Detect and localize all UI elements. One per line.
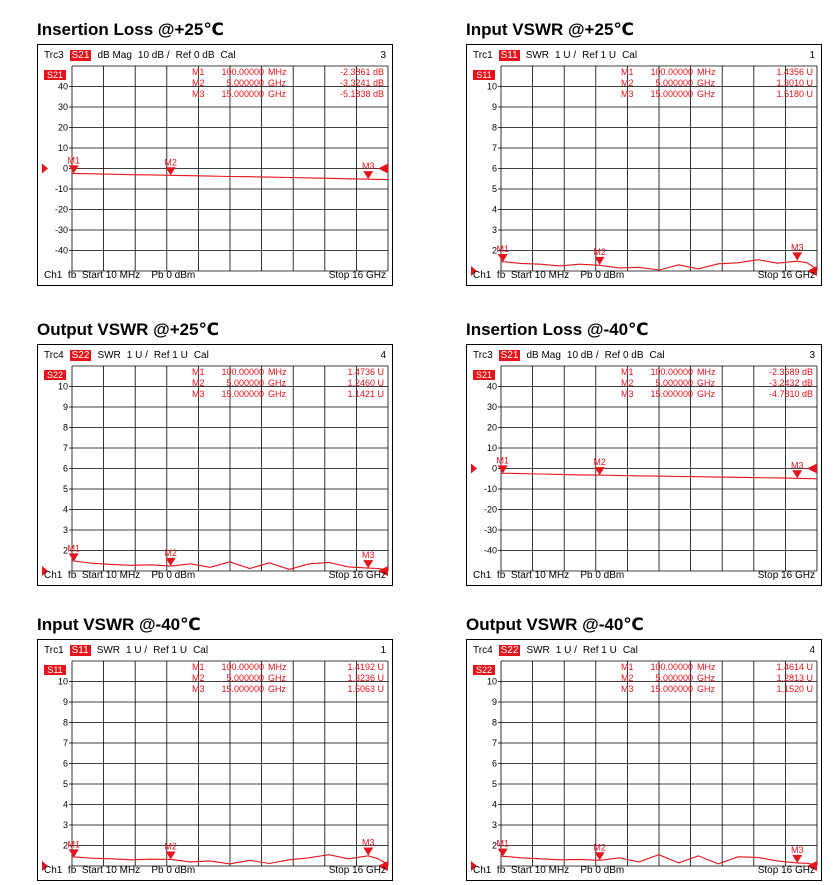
sweep-footer	[473, 570, 815, 582]
y-tick-label: 0	[491, 463, 497, 474]
marker-readout-label: M2	[621, 78, 634, 88]
marker-readout-label: M3	[621, 684, 634, 694]
marker-triangle	[498, 465, 508, 473]
y-tick-label: 3	[62, 525, 68, 535]
ref-label: Ref 0 dB	[604, 350, 644, 361]
marker-readout-label: M1	[192, 662, 205, 672]
marker-readout-unit: MHz	[697, 67, 716, 77]
cal-label: Cal	[193, 645, 209, 656]
marker-readout-value: 1.2813 U	[776, 673, 813, 683]
plot-area	[42, 661, 388, 866]
trace-number: 3	[380, 50, 386, 61]
marker-readout-unit: GHz	[697, 78, 715, 88]
y-tick-label: 4	[491, 204, 497, 215]
marker-triangle	[363, 560, 373, 568]
sparam-badge: S21	[500, 350, 519, 361]
scale-label: 10 dB /	[137, 50, 170, 61]
marker-readout-value: 1.5180 U	[776, 89, 813, 99]
cal-label: Cal	[193, 350, 209, 361]
marker-triangle	[363, 171, 373, 179]
marker-readout-freq: 100.00000	[221, 367, 264, 377]
y-tick-label: 5	[491, 779, 497, 789]
trace-number: 4	[380, 350, 386, 361]
analyzer-frame	[466, 639, 822, 881]
marker-readout-label: M1	[621, 662, 634, 672]
marker-readout-unit: GHz	[697, 389, 715, 399]
marker-readout-label: M1	[621, 67, 634, 77]
marker-readout-unit: GHz	[697, 89, 715, 99]
sparam-badge: S22	[500, 645, 519, 656]
marker-triangle	[69, 165, 79, 173]
marker-readout-label: M2	[192, 78, 205, 88]
channel-label: Ch1	[473, 570, 492, 581]
trace-name: Trc3	[44, 50, 64, 61]
scale-label: 1 U /	[555, 50, 577, 61]
analyzer-frame	[37, 44, 393, 286]
marker-readout-freq: 100.00000	[650, 367, 693, 377]
chart-title: Output VSWR @-40℃	[466, 615, 644, 634]
marker-readout-unit: GHz	[268, 673, 286, 683]
stop-label: Stop 16 GHz	[328, 570, 386, 581]
trace-label-text: S22	[475, 665, 493, 675]
format-label: dB Mag	[526, 350, 561, 361]
y-tick-label: 7	[62, 443, 68, 453]
y-tick-label: 9	[62, 402, 68, 412]
y-tick-label: -20	[54, 204, 68, 215]
marker-readout-freq: 100.00000	[650, 662, 693, 672]
y-tick-label: -10	[483, 484, 497, 494]
y-tick-label: -30	[54, 225, 68, 235]
stop-label: Stop 16 GHz	[757, 570, 815, 581]
trace-header	[44, 350, 386, 363]
y-tick-label: 3	[491, 820, 497, 830]
analyzer-frame	[37, 639, 393, 881]
power-label: Pb 0 dBm	[151, 570, 196, 581]
y-tick-label: 9	[491, 102, 497, 112]
y-tick-label: 3	[62, 820, 68, 830]
marker-readout-freq: 5.000000	[226, 673, 264, 683]
marker-label: M3	[361, 837, 375, 848]
marker-readout-unit: MHz	[697, 367, 716, 377]
scale-label: 1 U /	[126, 350, 148, 361]
marker-readout-freq: 100.00000	[221, 67, 264, 77]
marker-readout-label: M3	[192, 89, 205, 99]
y-tick-label: 6	[491, 758, 497, 769]
y-tick-label: 2	[62, 840, 68, 851]
trace-name: Trc1	[473, 50, 493, 61]
marker-readout-value: -5.1838 dB	[339, 89, 384, 99]
chart-panel-output-vswr-m40	[466, 615, 826, 885]
marker-readout-unit: GHz	[697, 378, 715, 388]
marker-readout-freq: 100.00000	[650, 67, 693, 77]
marker-readout-label: M2	[621, 378, 634, 388]
marker-readout-label: M1	[192, 367, 205, 377]
channel-label: Ch1	[44, 270, 63, 281]
marker-readout-unit: GHz	[268, 78, 286, 88]
sweep-footer	[473, 865, 815, 877]
channel-label: Ch1	[473, 270, 492, 281]
trace-name: Trc4	[44, 350, 64, 361]
fb-label: fb	[496, 270, 506, 281]
fb-label: fb	[496, 570, 506, 581]
channel-label: Ch1	[44, 865, 63, 876]
marker-readout-value: 1.2460 U	[347, 378, 384, 388]
stop-label: Stop 16 GHz	[328, 865, 386, 876]
chart-panel-insertion-loss-m40	[466, 320, 826, 590]
chart-title: Insertion Loss @+25℃	[37, 20, 224, 39]
plot-area	[471, 66, 817, 271]
start-label: Start 10 MHz	[510, 570, 570, 581]
format-label: SWR	[96, 645, 121, 656]
marker-readout-label: M3	[192, 684, 205, 694]
power-label: Pb 0 dBm	[580, 865, 625, 876]
marker-label: M1	[67, 155, 81, 166]
marker-readout-freq: 15.000000	[221, 89, 264, 99]
cal-label: Cal	[622, 645, 638, 656]
trace-label-text: S11	[47, 665, 63, 675]
y-tick-label: 5	[62, 484, 68, 494]
fb-label: fb	[67, 570, 77, 581]
marker-triangle	[69, 849, 79, 857]
fb-label: fb	[67, 270, 77, 281]
y-tick-label: 4	[62, 799, 68, 810]
marker-readout-value: 1.1421 U	[347, 389, 384, 399]
analyzer-frame	[466, 344, 822, 586]
start-label: Start 10 MHz	[510, 865, 570, 876]
marker-label: M3	[790, 460, 804, 471]
marker-readout-value: 1.4614 U	[776, 662, 813, 672]
trace-name: Trc1	[44, 645, 64, 656]
marker-readout-label: M1	[621, 367, 634, 377]
marker-label: M2	[593, 246, 606, 257]
start-label: Start 10 MHz	[81, 270, 141, 281]
stop-label: Stop 16 GHz	[757, 865, 815, 876]
fb-label: fb	[67, 865, 77, 876]
analyzer-frame	[37, 344, 393, 586]
format-label: SWR	[526, 645, 550, 656]
stop-label: Stop 16 GHz	[328, 270, 386, 281]
power-label: Pb 0 dBm	[151, 270, 196, 281]
plot-area	[42, 366, 388, 571]
y-tick-label: 9	[491, 697, 497, 707]
marker-readout-freq: 15.000000	[650, 389, 693, 399]
chart-panel-output-vswr-25	[37, 320, 397, 590]
trace-number: 4	[809, 645, 815, 656]
marker-readout-label: M2	[192, 378, 205, 388]
trace-label-text: S11	[476, 70, 492, 80]
trace-name: Trc4	[473, 645, 493, 656]
marker-readout-unit: MHz	[268, 662, 287, 672]
power-label: Pb 0 dBm	[151, 865, 196, 876]
marker-triangle	[69, 553, 79, 561]
marker-readout-unit: GHz	[268, 684, 286, 694]
chart-panel-insertion-loss-25	[37, 20, 397, 290]
marker-readout-value: -2.3689 dB	[768, 367, 813, 377]
marker-readout-value: -3.3241 dB	[339, 78, 384, 88]
marker-readout-value: -3.2432 dB	[768, 378, 813, 388]
ref-label: Ref 0 dB	[175, 50, 215, 61]
marker-readout-label: M3	[621, 389, 634, 399]
marker-label: M2	[593, 842, 606, 853]
y-tick-label: 2	[491, 245, 497, 256]
marker-triangle	[792, 855, 802, 863]
chart-title: Input VSWR @+25℃	[466, 20, 634, 39]
cal-label: Cal	[220, 50, 236, 61]
marker-readout-label: M3	[192, 389, 205, 399]
trace-label-text: S22	[46, 370, 64, 380]
marker-readout-freq: 5.000000	[226, 78, 264, 88]
marker-label: M3	[361, 161, 375, 172]
trace-header	[44, 645, 386, 658]
marker-label: M3	[361, 550, 375, 561]
marker-readout-unit: MHz	[268, 367, 287, 377]
marker-readout-freq: 15.000000	[221, 389, 264, 399]
trace-number: 3	[809, 350, 815, 361]
chart-title: Output VSWR @+25℃	[37, 320, 220, 339]
y-tick-label: 40	[57, 81, 68, 92]
marker-readout-label: M3	[621, 89, 634, 99]
marker-readout-value: 1.4736 U	[347, 367, 384, 377]
y-tick-label: 30	[57, 102, 68, 112]
marker-readout-value: 1.3010 U	[776, 78, 813, 88]
marker-readout-value: -4.7810 dB	[768, 389, 813, 399]
y-tick-label: 7	[491, 143, 497, 153]
y-tick-label: 20	[57, 122, 68, 133]
sparam-badge: S11	[71, 645, 89, 656]
marker-readout-freq: 5.000000	[655, 378, 693, 388]
y-tick-label: 8	[491, 122, 497, 133]
chart-panel-input-vswr-25	[466, 20, 826, 290]
trace-label-text: S21	[475, 370, 493, 380]
ref-label: Ref 1 U	[582, 645, 617, 656]
marker-triangle	[792, 252, 802, 260]
marker-label: M1	[496, 455, 510, 466]
sparam-badge: S11	[500, 50, 518, 61]
marker-readout-value: 1.1520 U	[776, 684, 813, 694]
start-label: Start 10 MHz	[81, 865, 141, 876]
analyzer-frame	[466, 44, 822, 286]
y-tick-label: 10	[486, 443, 497, 453]
marker-label: M1	[496, 243, 510, 254]
y-tick-label: 6	[62, 463, 68, 474]
channel-label: Ch1	[473, 865, 492, 876]
y-tick-label: 2	[62, 545, 68, 556]
y-tick-label: 10	[57, 676, 68, 687]
power-label: Pb 0 dBm	[580, 570, 625, 581]
marker-readout-unit: GHz	[697, 684, 715, 694]
trace-number: 1	[380, 645, 386, 656]
marker-readout-value: 1.3236 U	[347, 673, 384, 683]
y-tick-label: 8	[62, 422, 68, 433]
ref-label: Ref 1 U	[153, 645, 188, 656]
y-tick-label: 6	[62, 758, 68, 769]
y-tick-label: 8	[491, 717, 497, 728]
y-tick-label: 0	[62, 163, 68, 174]
y-tick-label: 6	[491, 163, 497, 174]
marker-readout-label: M1	[192, 67, 205, 77]
trace-number: 1	[809, 50, 815, 61]
y-tick-label: 2	[491, 840, 497, 851]
marker-readout-freq: 15.000000	[221, 684, 264, 694]
marker-readout-unit: GHz	[268, 89, 286, 99]
fb-label: fb	[496, 865, 506, 876]
trace-header	[44, 50, 386, 63]
marker-label: M1	[67, 543, 81, 554]
y-tick-label: 9	[62, 697, 68, 707]
y-tick-label: 40	[486, 381, 497, 392]
start-label: Start 10 MHz	[81, 570, 141, 581]
reference-level-marker	[807, 464, 817, 474]
marker-triangle	[792, 470, 802, 478]
reference-level-marker	[378, 164, 388, 174]
y-tick-label: 10	[486, 676, 497, 687]
y-tick-label: 3	[491, 225, 497, 235]
channel-label: Ch1	[44, 570, 63, 581]
marker-readout-unit: MHz	[268, 67, 287, 77]
marker-readout-value: 1.4192 U	[347, 662, 384, 672]
marker-readout-label: M2	[192, 673, 205, 683]
marker-label: M2	[593, 457, 606, 468]
y-tick-label: -10	[54, 184, 68, 194]
marker-label: M2	[164, 547, 177, 558]
y-tick-label: 4	[62, 504, 68, 515]
trace-header	[473, 645, 815, 658]
y-tick-label: 20	[486, 422, 497, 433]
trace-name: Trc3	[473, 350, 493, 361]
y-tick-label: -40	[483, 545, 497, 556]
power-label: Pb 0 dBm	[580, 270, 625, 281]
marker-readout-unit: GHz	[268, 389, 286, 399]
y-tick-label: 7	[491, 738, 497, 748]
marker-triangle	[498, 849, 508, 857]
sparam-badge: S22	[71, 350, 90, 361]
ref-label: Ref 1 U	[582, 50, 617, 61]
y-tick-label: 7	[62, 738, 68, 748]
trace-header	[473, 350, 815, 363]
trace-header	[473, 50, 815, 63]
plot-area	[471, 661, 817, 866]
y-tick-label: 4	[491, 799, 497, 810]
marker-readout-value: 1.4356 U	[776, 67, 813, 77]
format-label: dB Mag	[97, 50, 132, 61]
cal-label: Cal	[622, 50, 638, 61]
chart-panel-input-vswr-m40	[37, 615, 397, 885]
start-label: Start 10 MHz	[510, 270, 570, 281]
trace-label-text: S21	[46, 70, 64, 80]
chart-title: Insertion Loss @-40℃	[466, 320, 649, 339]
marker-triangle	[363, 848, 373, 856]
left-ref-marker	[471, 464, 477, 474]
marker-readout-label: M2	[621, 673, 634, 683]
cal-label: Cal	[649, 350, 665, 361]
y-tick-label: -30	[483, 525, 497, 535]
marker-readout-value: 1.5063 U	[347, 684, 384, 694]
format-label: SWR	[97, 350, 121, 361]
marker-readout-freq: 5.000000	[655, 78, 693, 88]
scale-label: 1 U /	[555, 645, 577, 656]
marker-readout-freq: 15.000000	[650, 89, 693, 99]
plot-area	[42, 66, 388, 271]
marker-readout-value: -2.3861 dB	[339, 67, 384, 77]
marker-readout-freq: 15.000000	[650, 684, 693, 694]
y-tick-label: 10	[486, 81, 497, 92]
marker-label: M1	[67, 839, 81, 850]
plot-area	[471, 366, 817, 571]
y-tick-label: 5	[62, 779, 68, 789]
marker-readout-freq: 5.000000	[226, 378, 264, 388]
marker-label: M2	[164, 841, 177, 852]
marker-triangle	[498, 254, 508, 262]
sweep-footer	[44, 270, 386, 282]
y-tick-label: 30	[486, 402, 497, 412]
marker-label: M1	[496, 838, 510, 849]
marker-readout-unit: GHz	[697, 673, 715, 683]
y-tick-label: -40	[54, 245, 68, 256]
ref-label: Ref 1 U	[153, 350, 188, 361]
scale-label: 1 U /	[126, 645, 148, 656]
marker-label: M3	[790, 844, 804, 855]
y-tick-label: 10	[57, 381, 68, 392]
sweep-footer	[44, 570, 386, 582]
scale-label: 10 dB /	[566, 350, 599, 361]
chart-title: Input VSWR @-40℃	[37, 615, 201, 634]
stop-label: Stop 16 GHz	[757, 270, 815, 281]
marker-readout-unit: GHz	[268, 378, 286, 388]
y-tick-label: 5	[491, 184, 497, 194]
sweep-footer	[44, 865, 386, 877]
left-ref-marker	[42, 164, 48, 174]
marker-readout-freq: 5.000000	[655, 673, 693, 683]
y-tick-label: -20	[483, 504, 497, 515]
sweep-footer	[473, 270, 815, 282]
marker-label: M2	[164, 157, 177, 168]
marker-readout-freq: 100.00000	[221, 662, 264, 672]
marker-label: M3	[790, 242, 804, 253]
format-label: SWR	[525, 50, 550, 61]
y-tick-label: 10	[57, 143, 68, 153]
y-tick-label: 8	[62, 717, 68, 728]
marker-readout-unit: MHz	[697, 662, 716, 672]
sparam-badge: S21	[71, 50, 90, 61]
